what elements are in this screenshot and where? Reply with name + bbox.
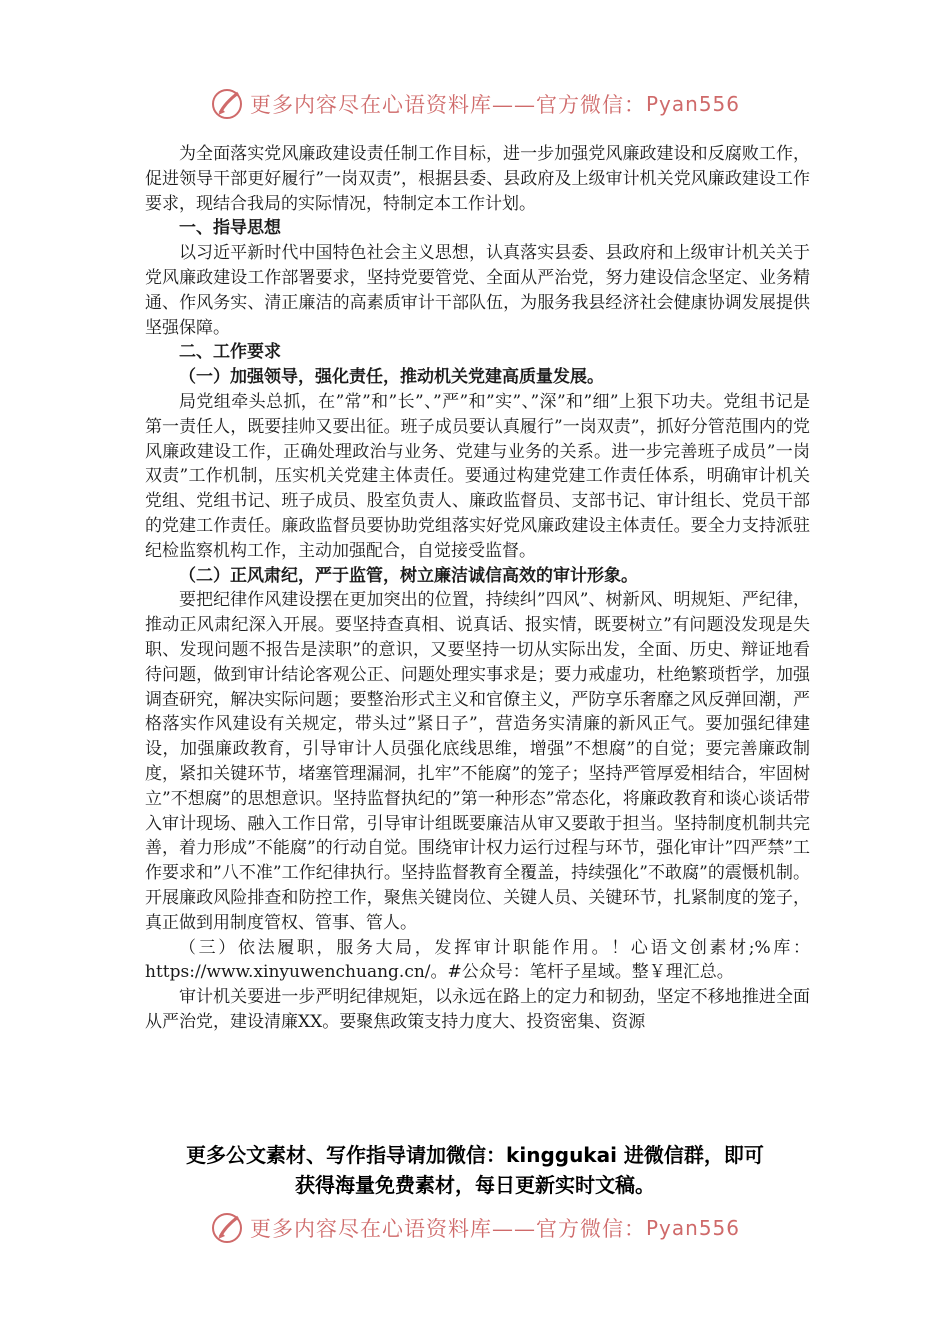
paragraph-duty: 审计机关要进一步严明纪律规矩，以永远在路上的定力和韧劲，坚定不移地推进全面从严治党，建设清廉XX。要聚焦政策支持力度大、投资密集、资源 — [145, 987, 810, 1032]
heading-work-requirements: 二、工作要求 — [179, 342, 281, 363]
heading-guiding-ideology: 一、指导思想 — [179, 218, 281, 239]
paragraph-guiding-ideology: 以习近平新时代中国特色社会主义思想，认真落实县委、县政府和上级审计机关关于党风廉政建设工作部署要求，坚持党要管党、全面从严治党，努力建设信念坚定、业务精通、作风务实、清正廉洁的高素质审计干部队伍，为服务我县经济社会健康协调发展提供坚强保障。 — [145, 243, 810, 338]
subheading-discipline: （二）正风肃纪，严于监管，树立廉洁诚信高效的审计形象。 — [179, 565, 638, 586]
pen-brush-icon — [210, 1211, 244, 1245]
intro-paragraph: 为全面落实党风廉政建设责任制工作目标，进一步加强党风廉政建设和反腐败工作，促进领导干部更好履行”一岗双责”，根据县委、县政府及上级审计机关党风廉政建设工作要求，现结合我局的实际情况，特制定本工作计划。 — [145, 144, 810, 214]
pen-brush-icon — [210, 87, 244, 121]
header-watermark — [0, 84, 950, 124]
document-body — [145, 142, 810, 1035]
banner-handle: Pyan556 — [645, 92, 740, 116]
footer-watermark — [0, 1208, 950, 1248]
paragraph-discipline: 要把纪律作风建设摆在更加突出的位置，持续纠”四风”、树新风、明规矩、严纪律，推动正风肃纪深入开展。要坚持查真相、说真话、报实情，既要树立”有问题没发现是失职、发现问题不报告是渎职”的意识，又要坚持一切从实际出发，全面、历史、辩证地看待问题，做到审计结论客观公正、问题处理实事求是；要力戒虚功，杜绝繁琐哲学，加强调查研究，解决实际问题；要整治形式主义和官僚主义，严防享乐奢靡之风反弹回潮，严格落实作风建设有关规定，带头过”紧日子”，营造务实清廉的新风正气。要加强纪律建设，加强廉政教育，引导审计人员强化底线思维，增强”不想腐”的自觉；要完善廉政制度，紧扣关键环节，堵塞管理漏洞，扎牢”不能腐”的笼子；坚持严管厚爱相结合，牢固树立”不想腐”的思想意识。坚持监督执纪的”第一种形态”常态化，将廉政教育和谈心谈话带入审计现场、融入工作日常，引导审计组既要廉洁从审又要敢于担当。坚持制度机制共完善，着力形成”不能腐”的行动自觉。围绕审计权力运行过程与环节，强化审计”四严禁”工作要求和”八不准”工作纪律执行。坚持监督教育全覆盖，持续强化”不敢腐”的震慑机制。开展廉政风险排查和防控工作，聚焦关键岗位、关键人员、关键环节，扎紧制度的笼子，真正做到用制度管权、管事、管人。 — [145, 590, 810, 933]
subheading-leadership: （一）加强领导，强化责任，推动机关党建高质量发展。 — [179, 367, 604, 388]
subheading-duty: （三）依法履职，服务大局，发挥审计职能作用。！心语文创素材;%库：https://www.xinyuwenchuang.cn/。#公众号：笔杆子星域。整￥理汇总。 — [145, 937, 810, 983]
promo-line-1: 更多公文素材、写作指导请加微信：kinggukai 进微信群，即可 — [186, 1143, 764, 1167]
paragraph-leadership: 局党组牵头总抓，在”常”和”长”、”严”和”实”、”深”和”细”上狠下功夫。党组书记是第一责任人，既要挂帅又要出征。班子成员要认真履行”一岗双责”，抓好分管范围内的党风廉政建设工作，正确处理政治与业务、党建与业务的关系。进一步完善班子成员”一岗双责”工作机制，压实机关党建主体责任。要通过构建党建工作责任体系，明确审计机关党组、党组书记、班子成员、股室负责人、廉政监督员、支部书记、审计组长、党员干部的党建工作责任。廉政监督员要协助党组落实好党风廉政建设主体责任。要全力支持派驻纪检监察机构工作，主动加强配合，自觉接受监督。 — [145, 391, 810, 561]
banner-handle: Pyan556 — [645, 1216, 740, 1240]
promo-notice — [120, 1140, 830, 1200]
banner-text: 更多内容尽在心语资料库——官方微信： — [249, 93, 646, 117]
banner-text: 更多内容尽在心语资料库——官方微信： — [249, 1217, 646, 1241]
promo-line-2: 获得海量免费素材，每日更新实时文稿。 — [295, 1173, 655, 1197]
